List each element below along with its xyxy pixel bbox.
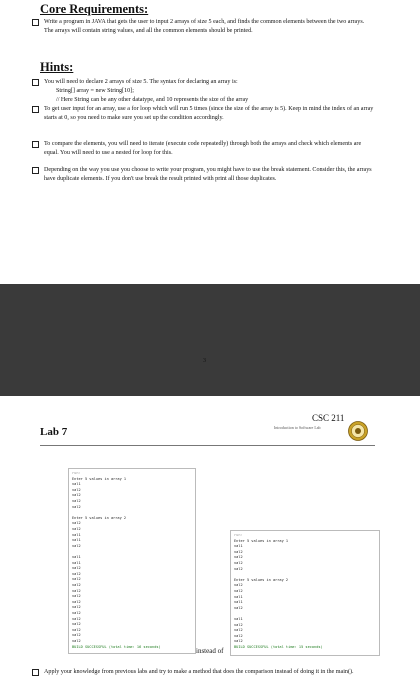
console-line: val1 (72, 482, 81, 487)
hint-text: Depending on the way you use you choose to write your program, you might have to use the break statement. Consider this, the arrays have duplicate elements. If you don't use break the result printed with print all those duplicates. (44, 167, 372, 182)
console-line: val2 (234, 628, 243, 633)
console-line: val2 (234, 639, 243, 644)
console-line: val1 (234, 594, 243, 599)
checkbox-bullet-icon (32, 19, 39, 26)
console-line: val2 (234, 605, 243, 610)
core-requirement-item (44, 18, 374, 35)
checkbox-bullet-icon (32, 79, 39, 86)
console-line: Enter 5 values in array 2 (72, 515, 127, 520)
console-line: val2 (72, 577, 81, 582)
checkbox-bullet-icon (32, 167, 39, 174)
page-one (0, 0, 420, 284)
hints-heading: Hints: (40, 60, 74, 74)
console-line: val2 (72, 616, 81, 621)
console-line: val2 (72, 499, 81, 503)
console-line: val2 (72, 571, 81, 576)
university-seal-icon (348, 421, 368, 441)
console-line: val2 (72, 627, 81, 632)
instead-of-label: instead of (196, 647, 224, 655)
console-line: val2 (234, 561, 243, 565)
console-line: val2 (72, 639, 81, 643)
console-line: val1 (72, 560, 81, 565)
console-line: BUILD SUCCESSFUL (total time: 15 seconds) (234, 645, 323, 649)
page-number: 3 (203, 358, 206, 364)
console-line: val2 (234, 555, 243, 560)
course-code: CSC 211 (312, 413, 345, 423)
console-line: val2 (72, 633, 81, 638)
console-line: Enter 5 values in array 1 (72, 476, 127, 481)
console-line: val2 (72, 594, 81, 599)
array-syntax-code: String[] array = new String[10]; (56, 88, 134, 94)
console-line: val2 (72, 622, 81, 627)
console-line: val2 (72, 605, 81, 610)
console-line: val2 (72, 566, 81, 571)
apply-knowledge-item (44, 668, 374, 677)
console-line: val1 (72, 538, 81, 543)
console-line: val1 (72, 555, 81, 559)
console-line: val2 (234, 549, 243, 554)
hint-item-2 (44, 105, 374, 122)
hint-item-1 (44, 78, 374, 87)
console-line: val2 (72, 504, 81, 509)
console-line: val2 (234, 589, 243, 593)
console-line: val1 (234, 544, 243, 549)
page-separator (0, 284, 420, 396)
console-line: val1 (234, 600, 243, 605)
course-subtitle: Introduction to Software Lab (274, 425, 321, 430)
console-line: Enter 5 values in array 1 (234, 538, 289, 543)
console-line: val2 (72, 588, 81, 593)
console-line: Enter 5 values in array 2 (234, 577, 289, 582)
console-line: run: (72, 471, 81, 475)
console-line: val2 (72, 527, 81, 531)
console-line: val2 (72, 599, 81, 604)
console-line: BUILD SUCCESSFUL (total time: 16 seconds) (72, 644, 161, 649)
console-line: val2 (72, 583, 81, 587)
console-line: val2 (234, 633, 243, 638)
checkbox-bullet-icon (32, 106, 39, 113)
console-output-after (230, 530, 380, 656)
console-line: val2 (72, 493, 81, 498)
hint-text: To get user input for an array, use a for loop which will run 5 times (since the size of the array is 5). Keep in mind the index of an array starts at 0, so you need to make sure you set up the condition accordingly. (44, 106, 374, 121)
console-line: val2 (72, 487, 81, 492)
hint-text: To compare the elements, you will need to iterate (execute code repeatedly) through both the arrays and check which elements are equal. You will need to use a nested for loop for this. (44, 141, 362, 156)
console-line: val1 (234, 617, 243, 621)
checkbox-bullet-icon (32, 141, 39, 148)
console-line: val2 (234, 566, 243, 571)
array-syntax-comment: // Here String can be any other datatype, and 10 represents the size of the array (56, 97, 249, 103)
core-requirements-heading: Core Requirements: (40, 2, 149, 16)
hint-item-3 (44, 140, 374, 157)
console-line: val2 (234, 622, 243, 627)
console-line: val2 (72, 543, 81, 548)
core-requirement-text: Write a program in JAVA that gets the user to input 2 arrays of size 5 each, and finds the common elements between the two arrays. The arrays will contain string values, and all the common elements should be printed. (44, 19, 365, 34)
header-rule (40, 445, 375, 446)
console-line: val1 (72, 532, 81, 537)
console-line: val2 (72, 521, 81, 526)
console-line: val2 (72, 611, 81, 615)
checkbox-bullet-icon (32, 669, 39, 676)
console-line: val2 (234, 583, 243, 588)
lab-title: Lab 7 (40, 426, 68, 438)
console-output-before (68, 468, 196, 654)
hint-text: You will need to declare 2 arrays of size 5. The syntax for declaring an array is: (44, 79, 238, 85)
apply-knowledge-text: Apply your knowledge from previous labs and try to make a method that does the comparison instead of doing it in the main(). (44, 669, 354, 675)
hint-item-4 (44, 166, 374, 183)
console-line: run: (234, 533, 243, 537)
